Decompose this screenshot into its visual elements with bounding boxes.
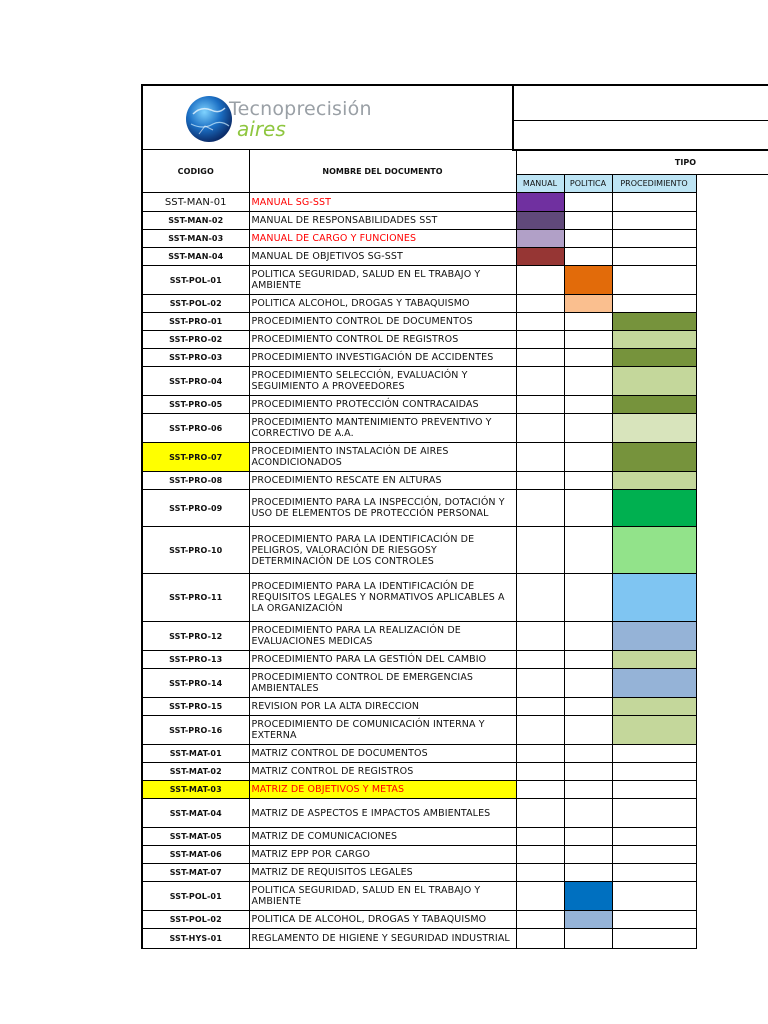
header-subtitle-cell <box>514 121 768 151</box>
type-procedimiento-cell <box>612 212 696 230</box>
type-manual-cell <box>516 414 564 443</box>
overflow-cell <box>696 669 768 698</box>
table-row <box>142 716 768 745</box>
type-politica-cell <box>564 266 612 295</box>
type-politica-cell <box>564 396 612 414</box>
document-code: SST-PRO-11 <box>142 574 249 622</box>
type-politica-cell <box>564 745 612 763</box>
table-row <box>142 266 768 295</box>
document-name: PROCEDIMIENTO PROTECCIÓN CONTRACAIDAS <box>249 396 516 414</box>
table-row <box>142 443 768 472</box>
document-name: MATRIZ CONTROL DE DOCUMENTOS <box>249 745 516 763</box>
document-name: MATRIZ DE COMUNICACIONES <box>249 828 516 846</box>
table-row <box>142 396 768 414</box>
document-name: PROCEDIMIENTO PARA LA IDENTIFICACIÓN DE REQUISITOS LEGALES Y NORMATIVOS APLICABLES A LA ORGANIZACIÓN <box>249 574 516 622</box>
type-manual-cell <box>516 698 564 716</box>
type-manual-cell <box>516 490 564 527</box>
type-politica-cell <box>564 443 612 472</box>
overflow-cell <box>696 472 768 490</box>
type-manual-cell <box>516 212 564 230</box>
type-manual-cell <box>516 929 564 949</box>
subheader-manual: MANUAL <box>516 175 564 193</box>
table-row <box>142 864 768 882</box>
type-procedimiento-cell <box>612 527 696 574</box>
overflow-cell <box>696 490 768 527</box>
type-procedimiento-cell <box>612 574 696 622</box>
document-name: POLITICA SEGURIDAD, SALUD EN EL TRABAJO Y AMBIENTE <box>249 266 516 295</box>
document-code: SST-PRO-09 <box>142 490 249 527</box>
type-procedimiento-cell <box>612 669 696 698</box>
type-politica-cell <box>564 669 612 698</box>
table-row <box>142 846 768 864</box>
type-manual-cell <box>516 443 564 472</box>
type-politica-cell <box>564 193 612 212</box>
document-name: MATRIZ DE ASPECTOS E IMPACTOS AMBIENTALES <box>249 799 516 828</box>
overflow-cell <box>696 698 768 716</box>
document-name: MANUAL DE OBJETIVOS SG-SST <box>249 248 516 266</box>
type-procedimiento-cell <box>612 349 696 367</box>
document-name: PROCEDIMIENTO CONTROL DE REGISTROS <box>249 331 516 349</box>
type-politica-cell <box>564 331 612 349</box>
type-manual-cell <box>516 266 564 295</box>
document-code: SST-PRO-02 <box>142 331 249 349</box>
document-code: SST-MAN-03 <box>142 230 249 248</box>
document-code: SST-POL-02 <box>142 911 249 929</box>
type-procedimiento-cell <box>612 799 696 828</box>
column-header-tipo-overflow <box>696 150 768 175</box>
type-manual-cell <box>516 651 564 669</box>
subheader-overflow <box>696 175 768 193</box>
type-politica-cell <box>564 472 612 490</box>
document-name: MANUAL SG-SST <box>249 193 516 212</box>
overflow-cell <box>696 313 768 331</box>
type-manual-cell <box>516 331 564 349</box>
overflow-cell <box>696 248 768 266</box>
document-code: SST-MAN-04 <box>142 248 249 266</box>
document-name: PROCEDIMIENTO INSTALACIÓN DE AIRES ACONDICIONADOS <box>249 443 516 472</box>
table-row <box>142 331 768 349</box>
type-procedimiento-cell <box>612 331 696 349</box>
document-code: SST-POL-01 <box>142 266 249 295</box>
type-procedimiento-cell <box>612 396 696 414</box>
table-row <box>142 799 768 828</box>
type-politica-cell <box>564 716 612 745</box>
subheader-procedimiento: PROCEDIMIENTO <box>612 175 696 193</box>
type-procedimiento-cell <box>612 313 696 331</box>
document-name: REGLAMENTO DE HIGIENE Y SEGURIDAD INDUSTRIAL <box>249 929 516 949</box>
logo-name: Tecnoprecisión <box>229 98 372 120</box>
type-manual-cell <box>516 911 564 929</box>
document-code: SST-MAT-01 <box>142 745 249 763</box>
table-row <box>142 651 768 669</box>
type-procedimiento-cell <box>612 651 696 669</box>
type-procedimiento-cell <box>612 698 696 716</box>
type-politica-cell <box>564 698 612 716</box>
type-manual-cell <box>516 828 564 846</box>
type-politica-cell <box>564 414 612 443</box>
table-row <box>142 490 768 527</box>
document-name: POLITICA DE ALCOHOL, DROGAS Y TABAQUISMO <box>249 911 516 929</box>
overflow-cell <box>696 193 768 212</box>
document-name: PROCEDIMIENTO PARA LA INSPECCIÓN, DOTACIÓN Y USO DE ELEMENTOS DE PROTECCIÓN PERSONAL <box>249 490 516 527</box>
table-row <box>142 230 768 248</box>
overflow-cell <box>696 396 768 414</box>
header-title-cell <box>514 84 768 121</box>
type-manual-cell <box>516 313 564 331</box>
table-row <box>142 414 768 443</box>
type-politica-cell <box>564 799 612 828</box>
overflow-cell <box>696 349 768 367</box>
overflow-cell <box>696 266 768 295</box>
type-procedimiento-cell <box>612 745 696 763</box>
type-manual-cell <box>516 882 564 911</box>
document-name: PROCEDIMIENTO DE COMUNICACIÓN INTERNA Y EXTERNA <box>249 716 516 745</box>
overflow-cell <box>696 414 768 443</box>
column-header-tipo: TIPO <box>516 150 696 175</box>
type-politica-cell <box>564 574 612 622</box>
overflow-cell <box>696 295 768 313</box>
document-code: SST-MAT-06 <box>142 846 249 864</box>
type-politica-cell <box>564 763 612 781</box>
table-row <box>142 248 768 266</box>
type-procedimiento-cell <box>612 443 696 472</box>
type-politica-cell <box>564 295 612 313</box>
document-code: SST-PRO-07 <box>142 443 249 472</box>
overflow-cell <box>696 763 768 781</box>
type-manual-cell <box>516 745 564 763</box>
document-code: SST-PRO-13 <box>142 651 249 669</box>
type-politica-cell <box>564 527 612 574</box>
overflow-cell <box>696 367 768 396</box>
type-politica-cell <box>564 882 612 911</box>
document-code: SST-MAN-01 <box>142 193 249 212</box>
type-procedimiento-cell <box>612 472 696 490</box>
overflow-cell <box>696 911 768 929</box>
header-block <box>141 84 768 151</box>
document-code: SST-POL-01 <box>142 882 249 911</box>
type-politica-cell <box>564 212 612 230</box>
document-code: SST-MAN-02 <box>142 212 249 230</box>
type-politica-cell <box>564 367 612 396</box>
type-manual-cell <box>516 864 564 882</box>
type-procedimiento-cell <box>612 882 696 911</box>
type-manual-cell <box>516 716 564 745</box>
table-row <box>142 527 768 574</box>
document-name: MANUAL DE CARGO Y FUNCIONES <box>249 230 516 248</box>
document-name: POLITICA SEGURIDAD, SALUD EN EL TRABAJO Y AMBIENTE <box>249 882 516 911</box>
document-name: PROCEDIMIENTO CONTROL DE EMERGENCIAS AMBIENTALES <box>249 669 516 698</box>
table-row <box>142 349 768 367</box>
type-procedimiento-cell <box>612 248 696 266</box>
overflow-cell <box>696 331 768 349</box>
document-name: MATRIZ EPP POR CARGO <box>249 846 516 864</box>
type-politica-cell <box>564 781 612 799</box>
document-code: SST-PRO-08 <box>142 472 249 490</box>
document-code: SST-MAT-07 <box>142 864 249 882</box>
type-procedimiento-cell <box>612 490 696 527</box>
type-procedimiento-cell <box>612 911 696 929</box>
type-procedimiento-cell <box>612 828 696 846</box>
type-procedimiento-cell <box>612 763 696 781</box>
table-row <box>142 929 768 949</box>
type-politica-cell <box>564 490 612 527</box>
logo-subtitle: aires <box>237 117 286 141</box>
document-name: PROCEDIMIENTO PARA LA IDENTIFICACIÓN DE PELIGROS, VALORACIÓN DE RIESGOSY DETERMINACIÓN DE LOS CONTROLES <box>249 527 516 574</box>
type-procedimiento-cell <box>612 295 696 313</box>
document-name: MATRIZ DE OBJETIVOS Y METAS <box>249 781 516 799</box>
type-procedimiento-cell <box>612 846 696 864</box>
overflow-cell <box>696 230 768 248</box>
overflow-cell <box>696 882 768 911</box>
type-manual-cell <box>516 193 564 212</box>
type-manual-cell <box>516 472 564 490</box>
type-procedimiento-cell <box>612 716 696 745</box>
overflow-cell <box>696 651 768 669</box>
table-row <box>142 212 768 230</box>
document-name: MANUAL DE RESPONSABILIDADES SST <box>249 212 516 230</box>
overflow-cell <box>696 929 768 949</box>
document-code: SST-PRO-14 <box>142 669 249 698</box>
type-manual-cell <box>516 574 564 622</box>
document-code: SST-MAT-03 <box>142 781 249 799</box>
type-procedimiento-cell <box>612 266 696 295</box>
table-row <box>142 698 768 716</box>
table-row <box>142 745 768 763</box>
type-procedimiento-cell <box>612 230 696 248</box>
column-header-name: NOMBRE DEL DOCUMENTO <box>249 150 516 193</box>
overflow-cell <box>696 443 768 472</box>
table-row <box>142 763 768 781</box>
type-manual-cell <box>516 527 564 574</box>
document-code: SST-POL-02 <box>142 295 249 313</box>
table-row <box>142 574 768 622</box>
document-name: PROCEDIMIENTO CONTROL DE DOCUMENTOS <box>249 313 516 331</box>
document-name: PROCEDIMIENTO MANTENIMIENTO PREVENTIVO Y CORRECTIVO DE A.A. <box>249 414 516 443</box>
table-row <box>142 472 768 490</box>
overflow-cell <box>696 212 768 230</box>
document-code: SST-PRO-06 <box>142 414 249 443</box>
overflow-cell <box>696 828 768 846</box>
type-manual-cell <box>516 669 564 698</box>
type-manual-cell <box>516 799 564 828</box>
document-name: PROCEDIMIENTO RESCATE EN ALTURAS <box>249 472 516 490</box>
type-politica-cell <box>564 911 612 929</box>
document-code: SST-PRO-01 <box>142 313 249 331</box>
type-procedimiento-cell <box>612 193 696 212</box>
type-manual-cell <box>516 248 564 266</box>
document-name: PROCEDIMIENTO PARA LA GESTIÓN DEL CAMBIO <box>249 651 516 669</box>
type-procedimiento-cell <box>612 864 696 882</box>
type-politica-cell <box>564 864 612 882</box>
document-code: SST-HYS-01 <box>142 929 249 949</box>
header-row <box>142 150 768 175</box>
table-row <box>142 622 768 651</box>
table-row <box>142 313 768 331</box>
type-procedimiento-cell <box>612 367 696 396</box>
overflow-cell <box>696 745 768 763</box>
type-politica-cell <box>564 651 612 669</box>
type-manual-cell <box>516 367 564 396</box>
document-code: SST-PRO-04 <box>142 367 249 396</box>
document-code: SST-PRO-15 <box>142 698 249 716</box>
type-procedimiento-cell <box>612 414 696 443</box>
type-manual-cell <box>516 396 564 414</box>
type-politica-cell <box>564 230 612 248</box>
document-code: SST-MAT-04 <box>142 799 249 828</box>
overflow-cell <box>696 846 768 864</box>
document-table <box>141 149 768 949</box>
table-row <box>142 781 768 799</box>
type-politica-cell <box>564 313 612 331</box>
document-code: SST-PRO-10 <box>142 527 249 574</box>
type-politica-cell <box>564 828 612 846</box>
table-row <box>142 828 768 846</box>
table-row <box>142 367 768 396</box>
overflow-cell <box>696 799 768 828</box>
overflow-cell <box>696 716 768 745</box>
document-name: REVISION POR LA ALTA DIRECCION <box>249 698 516 716</box>
table-row <box>142 911 768 929</box>
table-row <box>142 882 768 911</box>
type-procedimiento-cell <box>612 622 696 651</box>
table-row <box>142 669 768 698</box>
document-code: SST-PRO-12 <box>142 622 249 651</box>
overflow-cell <box>696 864 768 882</box>
document-sheet <box>141 84 768 944</box>
document-code: SST-PRO-16 <box>142 716 249 745</box>
logo-cell <box>141 84 514 151</box>
table-row <box>142 193 768 212</box>
document-code: SST-MAT-05 <box>142 828 249 846</box>
document-name: PROCEDIMIENTO PARA LA REALIZACIÓN DE EVALUACIONES MEDICAS <box>249 622 516 651</box>
type-politica-cell <box>564 248 612 266</box>
column-header-code: CODIGO <box>142 150 249 193</box>
overflow-cell <box>696 527 768 574</box>
type-manual-cell <box>516 763 564 781</box>
document-name: POLITICA ALCOHOL, DROGAS Y TABAQUISMO <box>249 295 516 313</box>
type-politica-cell <box>564 929 612 949</box>
type-manual-cell <box>516 349 564 367</box>
type-manual-cell <box>516 846 564 864</box>
overflow-cell <box>696 622 768 651</box>
document-name: PROCEDIMIENTO SELECCIÓN, EVALUACIÓN Y SEGUIMIENTO A PROVEEDORES <box>249 367 516 396</box>
document-code: SST-PRO-03 <box>142 349 249 367</box>
company-logo <box>183 94 483 146</box>
document-name: PROCEDIMIENTO INVESTIGACIÓN DE ACCIDENTES <box>249 349 516 367</box>
document-name: MATRIZ CONTROL DE REGISTROS <box>249 763 516 781</box>
document-name: MATRIZ DE REQUISITOS LEGALES <box>249 864 516 882</box>
type-manual-cell <box>516 230 564 248</box>
subheader-politica: POLITICA <box>564 175 612 193</box>
overflow-cell <box>696 574 768 622</box>
type-procedimiento-cell <box>612 781 696 799</box>
document-code: SST-MAT-02 <box>142 763 249 781</box>
type-politica-cell <box>564 349 612 367</box>
document-code: SST-PRO-05 <box>142 396 249 414</box>
type-manual-cell <box>516 781 564 799</box>
type-procedimiento-cell <box>612 929 696 949</box>
overflow-cell <box>696 781 768 799</box>
type-politica-cell <box>564 622 612 651</box>
type-politica-cell <box>564 846 612 864</box>
type-manual-cell <box>516 622 564 651</box>
type-manual-cell <box>516 295 564 313</box>
table-row <box>142 295 768 313</box>
